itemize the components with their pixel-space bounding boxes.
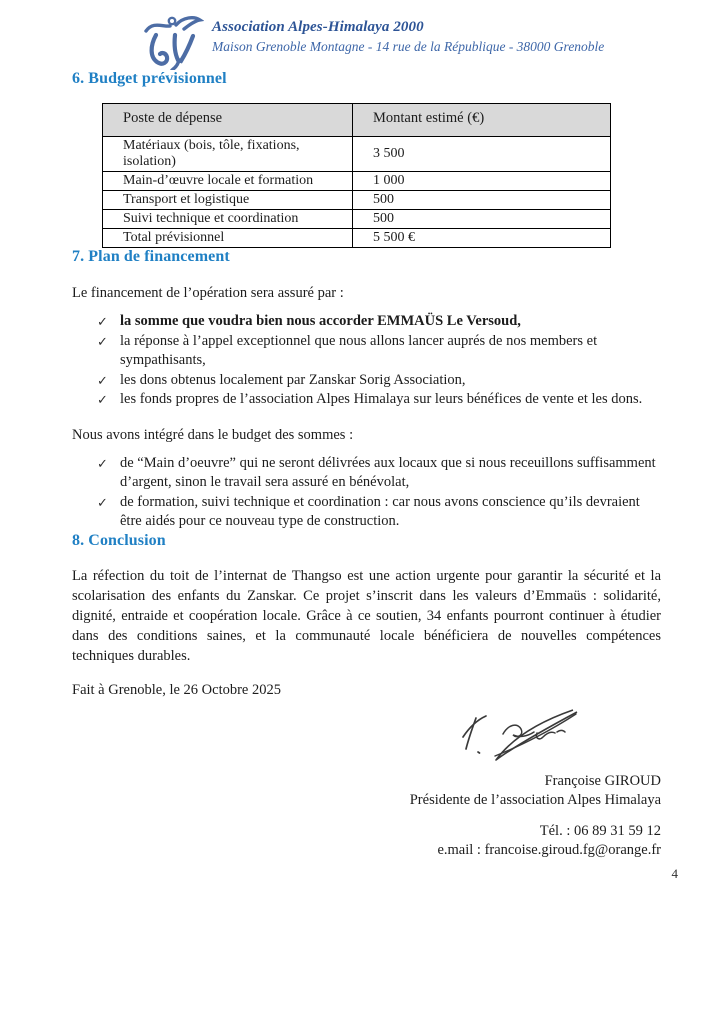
section-heading-conclusion: 8. Conclusion	[72, 531, 166, 549]
org-address: Maison Grenoble Montagne - 14 rue de la République - 38000 Grenoble	[212, 39, 605, 54]
signature-block	[72, 703, 661, 861]
table-row	[103, 210, 611, 229]
signatory-title: Présidente de l’association Alpes Himalaya	[409, 792, 661, 808]
budget-table-header-row	[103, 104, 611, 137]
cell-poste: Matériaux (bois, tôle, fixations, isolation)	[103, 137, 353, 172]
check-icon: ✓	[97, 494, 108, 510]
budget-table	[102, 103, 611, 248]
list-item	[97, 332, 661, 371]
tibetan-figure-icon	[142, 14, 204, 70]
signatory-name: Françoise GIROUD	[544, 772, 661, 789]
check-icon: ✓	[97, 372, 108, 388]
check-icon: ✓	[97, 392, 108, 407]
list-item	[97, 390, 661, 410]
date-line: Fait à Grenoble, le 26 Octobre 2025	[72, 681, 281, 698]
table-row	[103, 137, 611, 172]
list-item	[97, 454, 661, 493]
section-heading-budget: 6. Budget prévisionnel	[72, 70, 227, 87]
association-logo	[142, 14, 212, 70]
cell-poste: Transport et logistique	[103, 191, 353, 210]
table-row-total	[103, 229, 611, 248]
cell-montant: 500	[353, 210, 611, 229]
signatory-email: e.mail : francoise.giroud.fg@orange.fr	[437, 842, 661, 858]
cell-montant: 1 000	[353, 172, 611, 191]
cell-poste: Suivi technique et coordination	[103, 210, 353, 229]
check-icon: ✓	[97, 314, 108, 329]
list-item	[97, 371, 661, 391]
col-header-poste: Poste de dépense	[103, 104, 353, 137]
table-row	[103, 191, 611, 210]
signatory-phone: Tél. : 06 89 31 59 12	[539, 822, 661, 839]
cell-poste: Main-d’œuvre locale et formation	[103, 172, 353, 191]
cell-poste: Total prévisionnel	[103, 229, 353, 248]
cell-montant: 5 500 €	[353, 229, 611, 248]
handwritten-signature	[455, 703, 583, 765]
list-item-text: les fonds propres de l’association Alpes Himalaya sur leurs bénéfices de vente et les dons.	[120, 391, 643, 407]
document-header	[142, 14, 661, 70]
header-text-block	[212, 14, 604, 55]
budget-sommes-intro: Nous avons intégré dans le budget des sommes :	[72, 426, 354, 443]
list-item-text: la somme que voudra bien nous accorder EMMAÜS Le Versoud,	[120, 313, 521, 329]
check-icon: ✓	[97, 333, 108, 349]
list-item-text: de “Main d’oeuvre” qui ne seront délivrées aux locaux que si nous receuillons suffisamment d’argent, sinon le travail sera assuré en bénévolat,	[120, 454, 656, 490]
check-icon: ✓	[97, 455, 108, 471]
col-header-montant: Montant estimé (€)	[353, 104, 611, 137]
cell-montant: 500	[353, 191, 611, 210]
financement-intro: Le financement de l’opération sera assuré par :	[72, 285, 344, 301]
financement-checklist	[97, 312, 661, 410]
list-item-text: les dons obtenus localement par Zanskar Sorig Association,	[120, 371, 466, 388]
table-row	[103, 172, 611, 191]
org-name: Association Alpes-Himalaya 2000	[212, 19, 424, 35]
page-number: 4	[671, 866, 678, 881]
list-item	[97, 312, 661, 332]
conclusion-paragraph: La réfection du toit de l’internat de Thangso est une action urgente pour garantir la sécurité et la scolarisation des enfants du Zanskar. Ce projet s’inscrit dans les valeurs d’Emmaüs : solidarité, dignité, entraide et coopération locale. Grâce à ce soutien, 34 enfants pourront continuer à étudier dans des conditions saines, et la communauté locale bénéficiera de nouvelles compétences techniques durables.	[72, 567, 661, 664]
cell-montant: 3 500	[353, 137, 611, 172]
budget-sommes-checklist	[97, 454, 661, 532]
list-item-text: de formation, suivi technique et coordination : car nous avons conscience qu’ils devraient être aidés pour ce nouveau type de construction.	[120, 493, 640, 529]
section-heading-financement: 7. Plan de financement	[72, 248, 230, 265]
list-item	[97, 493, 661, 532]
list-item-text: la réponse à l’appel exceptionnel que nous allons lancer auprés de nos members et sympathisants,	[120, 332, 598, 368]
